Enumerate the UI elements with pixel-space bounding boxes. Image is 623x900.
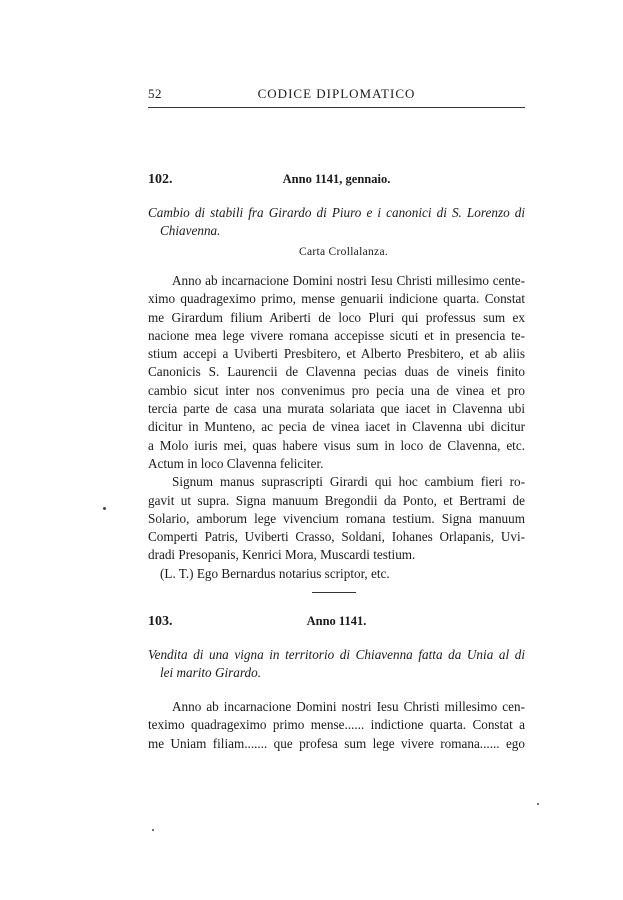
body-line: dradi Presopanis, Kenrici Mora, Muscardi testium.: [148, 547, 416, 563]
header-rule: [148, 107, 525, 108]
body-line: Signum manus suprascripti Girardi qui hoc cambium fieri ro-: [172, 474, 525, 490]
document-heading: [148, 614, 525, 634]
running-header: [148, 86, 525, 106]
document-102: [148, 172, 525, 583]
scan-speck: [103, 507, 106, 510]
summary-line: Chiavenna.: [160, 223, 221, 238]
running-title: CODICE DIPLOMATICO: [257, 86, 416, 101]
body-line: Canonicis S. Laurencii de Clavenna pecias duas de vineis finito: [148, 364, 525, 380]
document-number: 102.: [148, 172, 173, 187]
section-divider: [312, 592, 356, 593]
body-line: me Girardum filium Ariberti de loco Pluri qui professus sum ex: [148, 309, 525, 325]
body-line: Solario, amborum lege vivencium romana testium. Signa manuum: [148, 510, 525, 526]
body-line: nacione mea lege vivere romana accepisse sicuti et in presencia te-: [148, 327, 525, 343]
document-date: Anno 1141.: [306, 614, 367, 628]
document-103: [148, 614, 525, 753]
body-line: teximo quadrageximo primo mense...... indictione quarta. Constat a: [148, 717, 525, 733]
body-line: stium accepi a Uviberti Presbitero, et Alberto Presbitero, et ab aliis: [148, 346, 525, 362]
body-line: gavit ut supra. Signa manuum Bregondii da Ponto, et Bertrami de: [148, 492, 525, 508]
scan-speck: [537, 803, 539, 805]
document-heading: [148, 172, 525, 192]
summary-line: Cambio di stabili fra Girardo di Piuro e i canonici di S. Lorenzo di: [148, 205, 525, 220]
document-date: Anno 1141, gennaio.: [282, 172, 391, 186]
document-source: Carta Crollalanza.: [298, 246, 389, 258]
page-number: 52: [148, 86, 162, 101]
body-line: Comperti Patris, Uviberti Crasso, Soldani, Iohanes Orlapanis, Uvi-: [148, 529, 525, 545]
body-line: Anno ab incarnacione Domini nostri Iesu Christi millesimo cente-: [172, 273, 525, 288]
body-line: cambio sicut inter nos convenimus pro pecia una de vinea et pro: [148, 382, 525, 398]
body-line: ximo quadrageximo primo, mense genuarii indicione quarta. Constat: [148, 291, 525, 307]
document-number: 103.: [148, 614, 173, 629]
scan-speck: [152, 829, 154, 831]
body-line: me Uniam filiam....... que profesa sum lege vivere romana...... ego: [148, 735, 525, 751]
body-line: dicitur in Munteno, ac pecia de vinea iacet in Clavenna ubi dicitur: [148, 419, 525, 435]
body-line: Anno ab incarnacione Domini nostri Iesu Christi millesimo cen-: [172, 699, 525, 714]
summary-line: lei marito Girardo.: [160, 665, 261, 680]
body-line: a Molo iuris mei, quas habere visus sum in loco de Clavenna, etc.: [148, 437, 525, 453]
body-line: Actum in loco Clavenna feliciter.: [148, 455, 324, 471]
body-line: tercia parte de casa una murata solariata que iacet in Clavenna ubi: [148, 401, 525, 417]
document-body: [148, 272, 525, 583]
body-line: (L. T.) Ego Bernardus notarius scriptor, etc.: [160, 565, 390, 581]
summary-line: Vendita di una vigna in territorio di Chiavenna fatta da Unia al di: [148, 647, 525, 662]
document-summary: [148, 646, 525, 682]
document-body: [148, 698, 525, 753]
document-summary: [148, 204, 525, 240]
